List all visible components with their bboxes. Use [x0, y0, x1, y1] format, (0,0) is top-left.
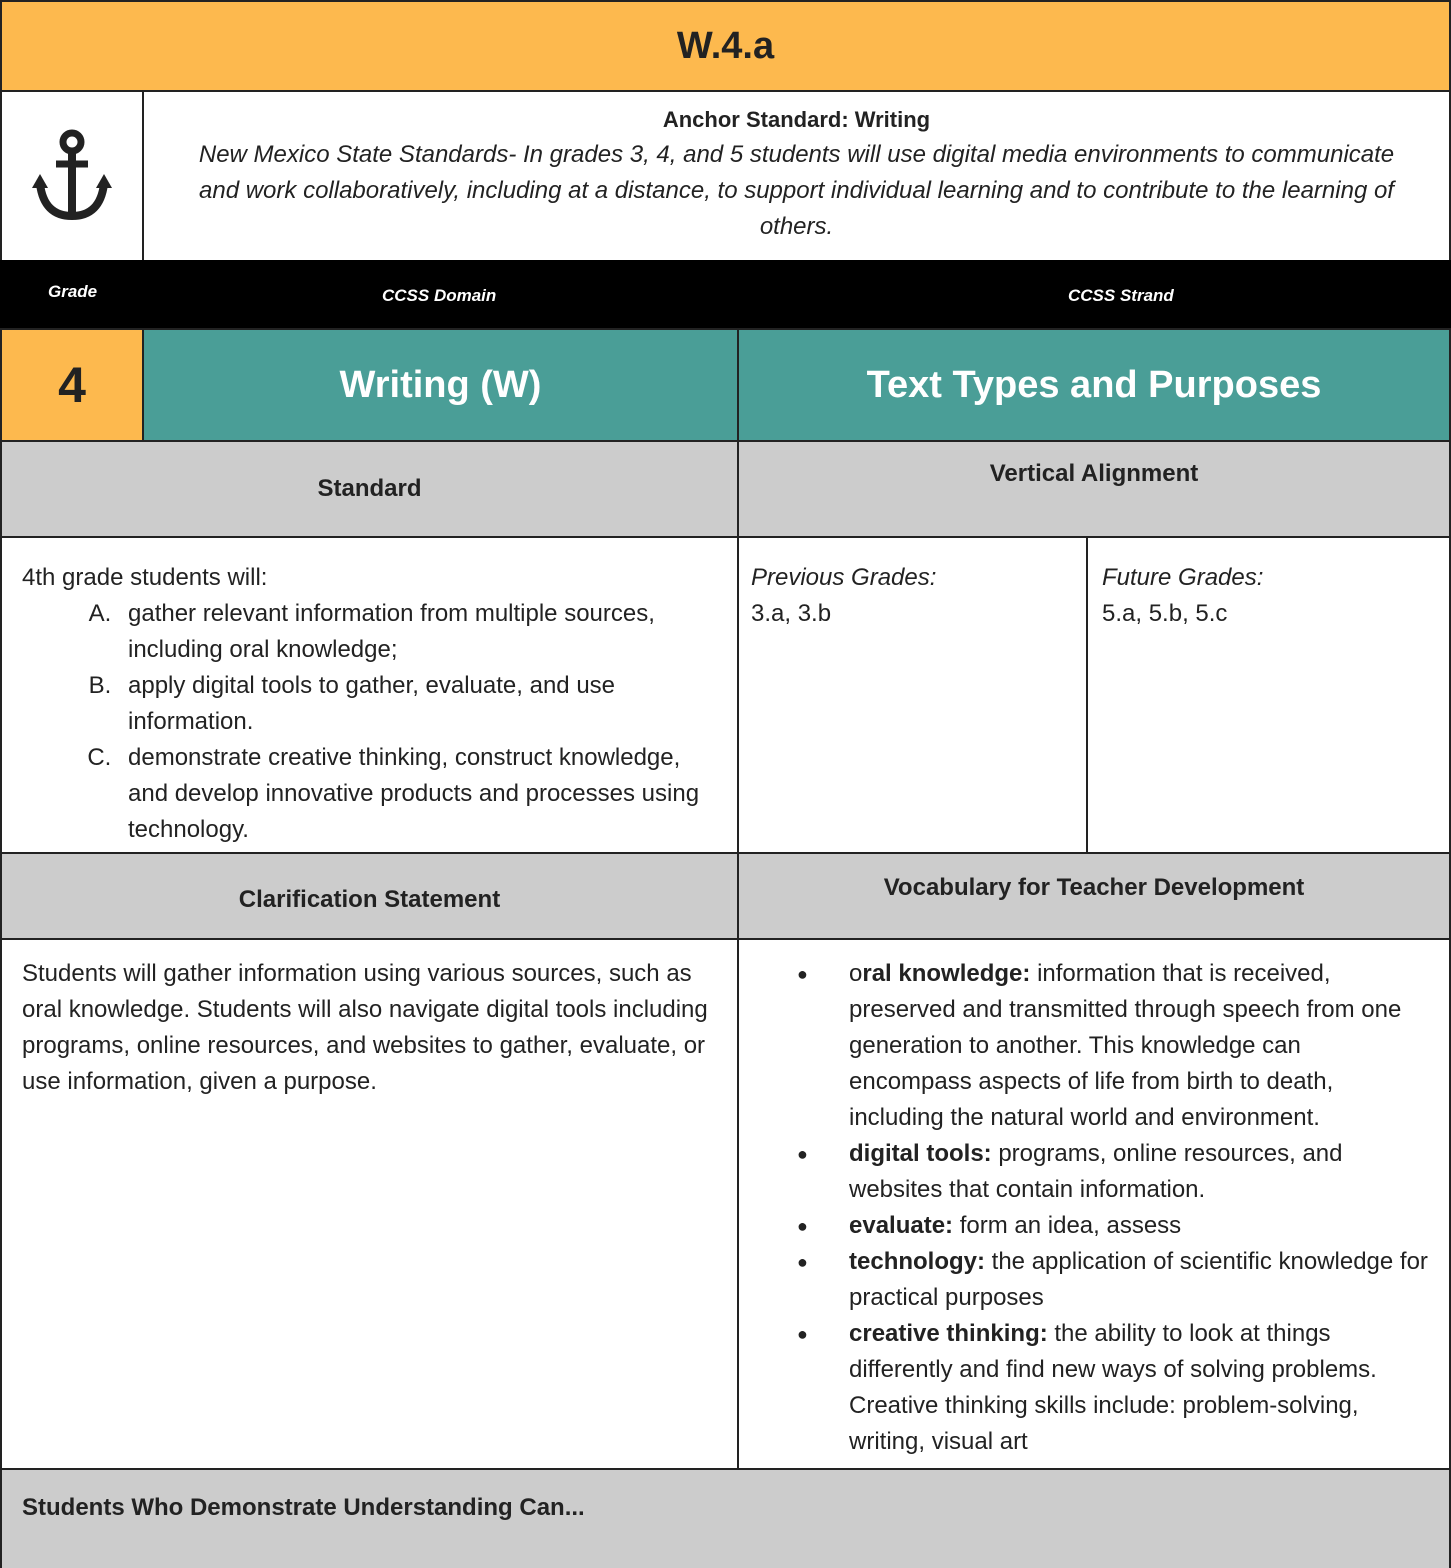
- domain-cell: [142, 328, 739, 442]
- list-item: B. apply digital tools to gather, evaluate, and use information.: [118, 668, 717, 740]
- vocabulary-definition: programs, online resources, and websites that contain information.: [849, 1140, 1343, 1203]
- page-title: W.4.a: [676, 24, 775, 67]
- standard-code-title: [0, 0, 1451, 92]
- standard-heading-cell: [0, 440, 739, 538]
- future-grades-label: Future Grades:: [1102, 564, 1264, 591]
- grade-header-label: Grade: [48, 282, 98, 301]
- vocabulary-body: [737, 938, 1451, 1470]
- anchor-standard-description: New Mexico State Standards- In grades 3, 4, and 5 students will use digital media environments to communicate and work collaboratively, including at a distance, to support individual learning and to contribute to the learning of others.: [198, 141, 1395, 240]
- future-grades-cell: [1086, 536, 1451, 854]
- strand-header-label: CCSS Strand: [1068, 286, 1174, 305]
- strand-cell: [737, 328, 1451, 442]
- vocabulary-term: creative thinking:: [849, 1320, 1048, 1347]
- standard-body: [0, 536, 739, 854]
- clarification-text: Students will gather information using various sources, such as oral knowledge. Students will also navigate digital tools including programs, online resources, and websites to gather, evaluate, or use information, given a purpose.: [22, 960, 708, 1095]
- list-item: C. demonstrate creative thinking, construct knowledge, and develop innovative products and processes using technology.: [118, 740, 717, 848]
- clarification-heading-cell: [0, 852, 739, 940]
- vocabulary-term: evaluate:: [849, 1212, 954, 1239]
- previous-grades-label: Previous Grades:: [751, 564, 937, 591]
- standard-heading: Standard: [317, 475, 422, 502]
- vocabulary-term: technology:: [849, 1248, 985, 1275]
- domain-value: Writing (W): [339, 363, 542, 406]
- vocabulary-heading: Vocabulary for Teacher Development: [883, 874, 1305, 901]
- previous-grades-cell: [737, 536, 1088, 854]
- standard-list: [22, 596, 717, 848]
- vocabulary-list: [749, 956, 1429, 1460]
- vocabulary-term: digital tools:: [849, 1140, 992, 1167]
- grade-cell: [0, 328, 144, 442]
- vocabulary-definition: the ability to look at things differently and find new ways of solving problems. Creative thinking skills include: problem-solving, writing, visual art: [849, 1320, 1377, 1455]
- vocabulary-item: [849, 1208, 1429, 1244]
- vertical-alignment-heading-cell: [737, 440, 1451, 538]
- standard-intro: 4th grade students will:: [22, 564, 268, 591]
- vocabulary-item: [849, 1136, 1429, 1208]
- clarification-heading: Clarification Statement: [238, 886, 501, 913]
- domain-header-label: CCSS Domain: [382, 286, 497, 305]
- anchor-icon-cell: [0, 90, 144, 262]
- demonstrate-understanding-heading-cell: [0, 1468, 1451, 1568]
- column-header-bar: [0, 260, 1451, 330]
- previous-grades-value: 3.a, 3.b: [751, 600, 832, 627]
- vocabulary-item: [849, 1316, 1429, 1460]
- vocabulary-definition: form an idea, assess: [953, 1212, 1182, 1239]
- anchor-standard-cell: [142, 90, 1451, 262]
- vocabulary-definition: information that is received, preserved and transmitted through speech from one generation to another. This knowledge can encompass aspects of life from birth to death, including the natural world and environment.: [849, 960, 1402, 1131]
- vocabulary-term-prefix: o: [849, 960, 863, 987]
- strand-value: Text Types and Purposes: [866, 363, 1322, 406]
- grade-value: 4: [58, 357, 86, 413]
- vocabulary-definition: the application of scientific knowledge for practical purposes: [849, 1248, 1428, 1311]
- vocabulary-item: [849, 1244, 1429, 1316]
- vertical-alignment-heading: Vertical Alignment: [989, 460, 1199, 487]
- vocabulary-item: [849, 956, 1429, 1136]
- demonstrate-understanding-heading: Students Who Demonstrate Understanding Can...: [22, 1494, 585, 1521]
- vocabulary-heading-cell: [737, 852, 1451, 940]
- anchor-standard-heading: Anchor Standard: Writing: [662, 107, 931, 132]
- future-grades-value: 5.a, 5.b, 5.c: [1102, 600, 1228, 627]
- list-item: A. gather relevant information from multiple sources, including oral knowledge;: [118, 596, 717, 668]
- anchor-icon: [30, 128, 114, 224]
- clarification-body: [0, 938, 739, 1470]
- vocabulary-term: ral knowledge:: [862, 960, 1031, 987]
